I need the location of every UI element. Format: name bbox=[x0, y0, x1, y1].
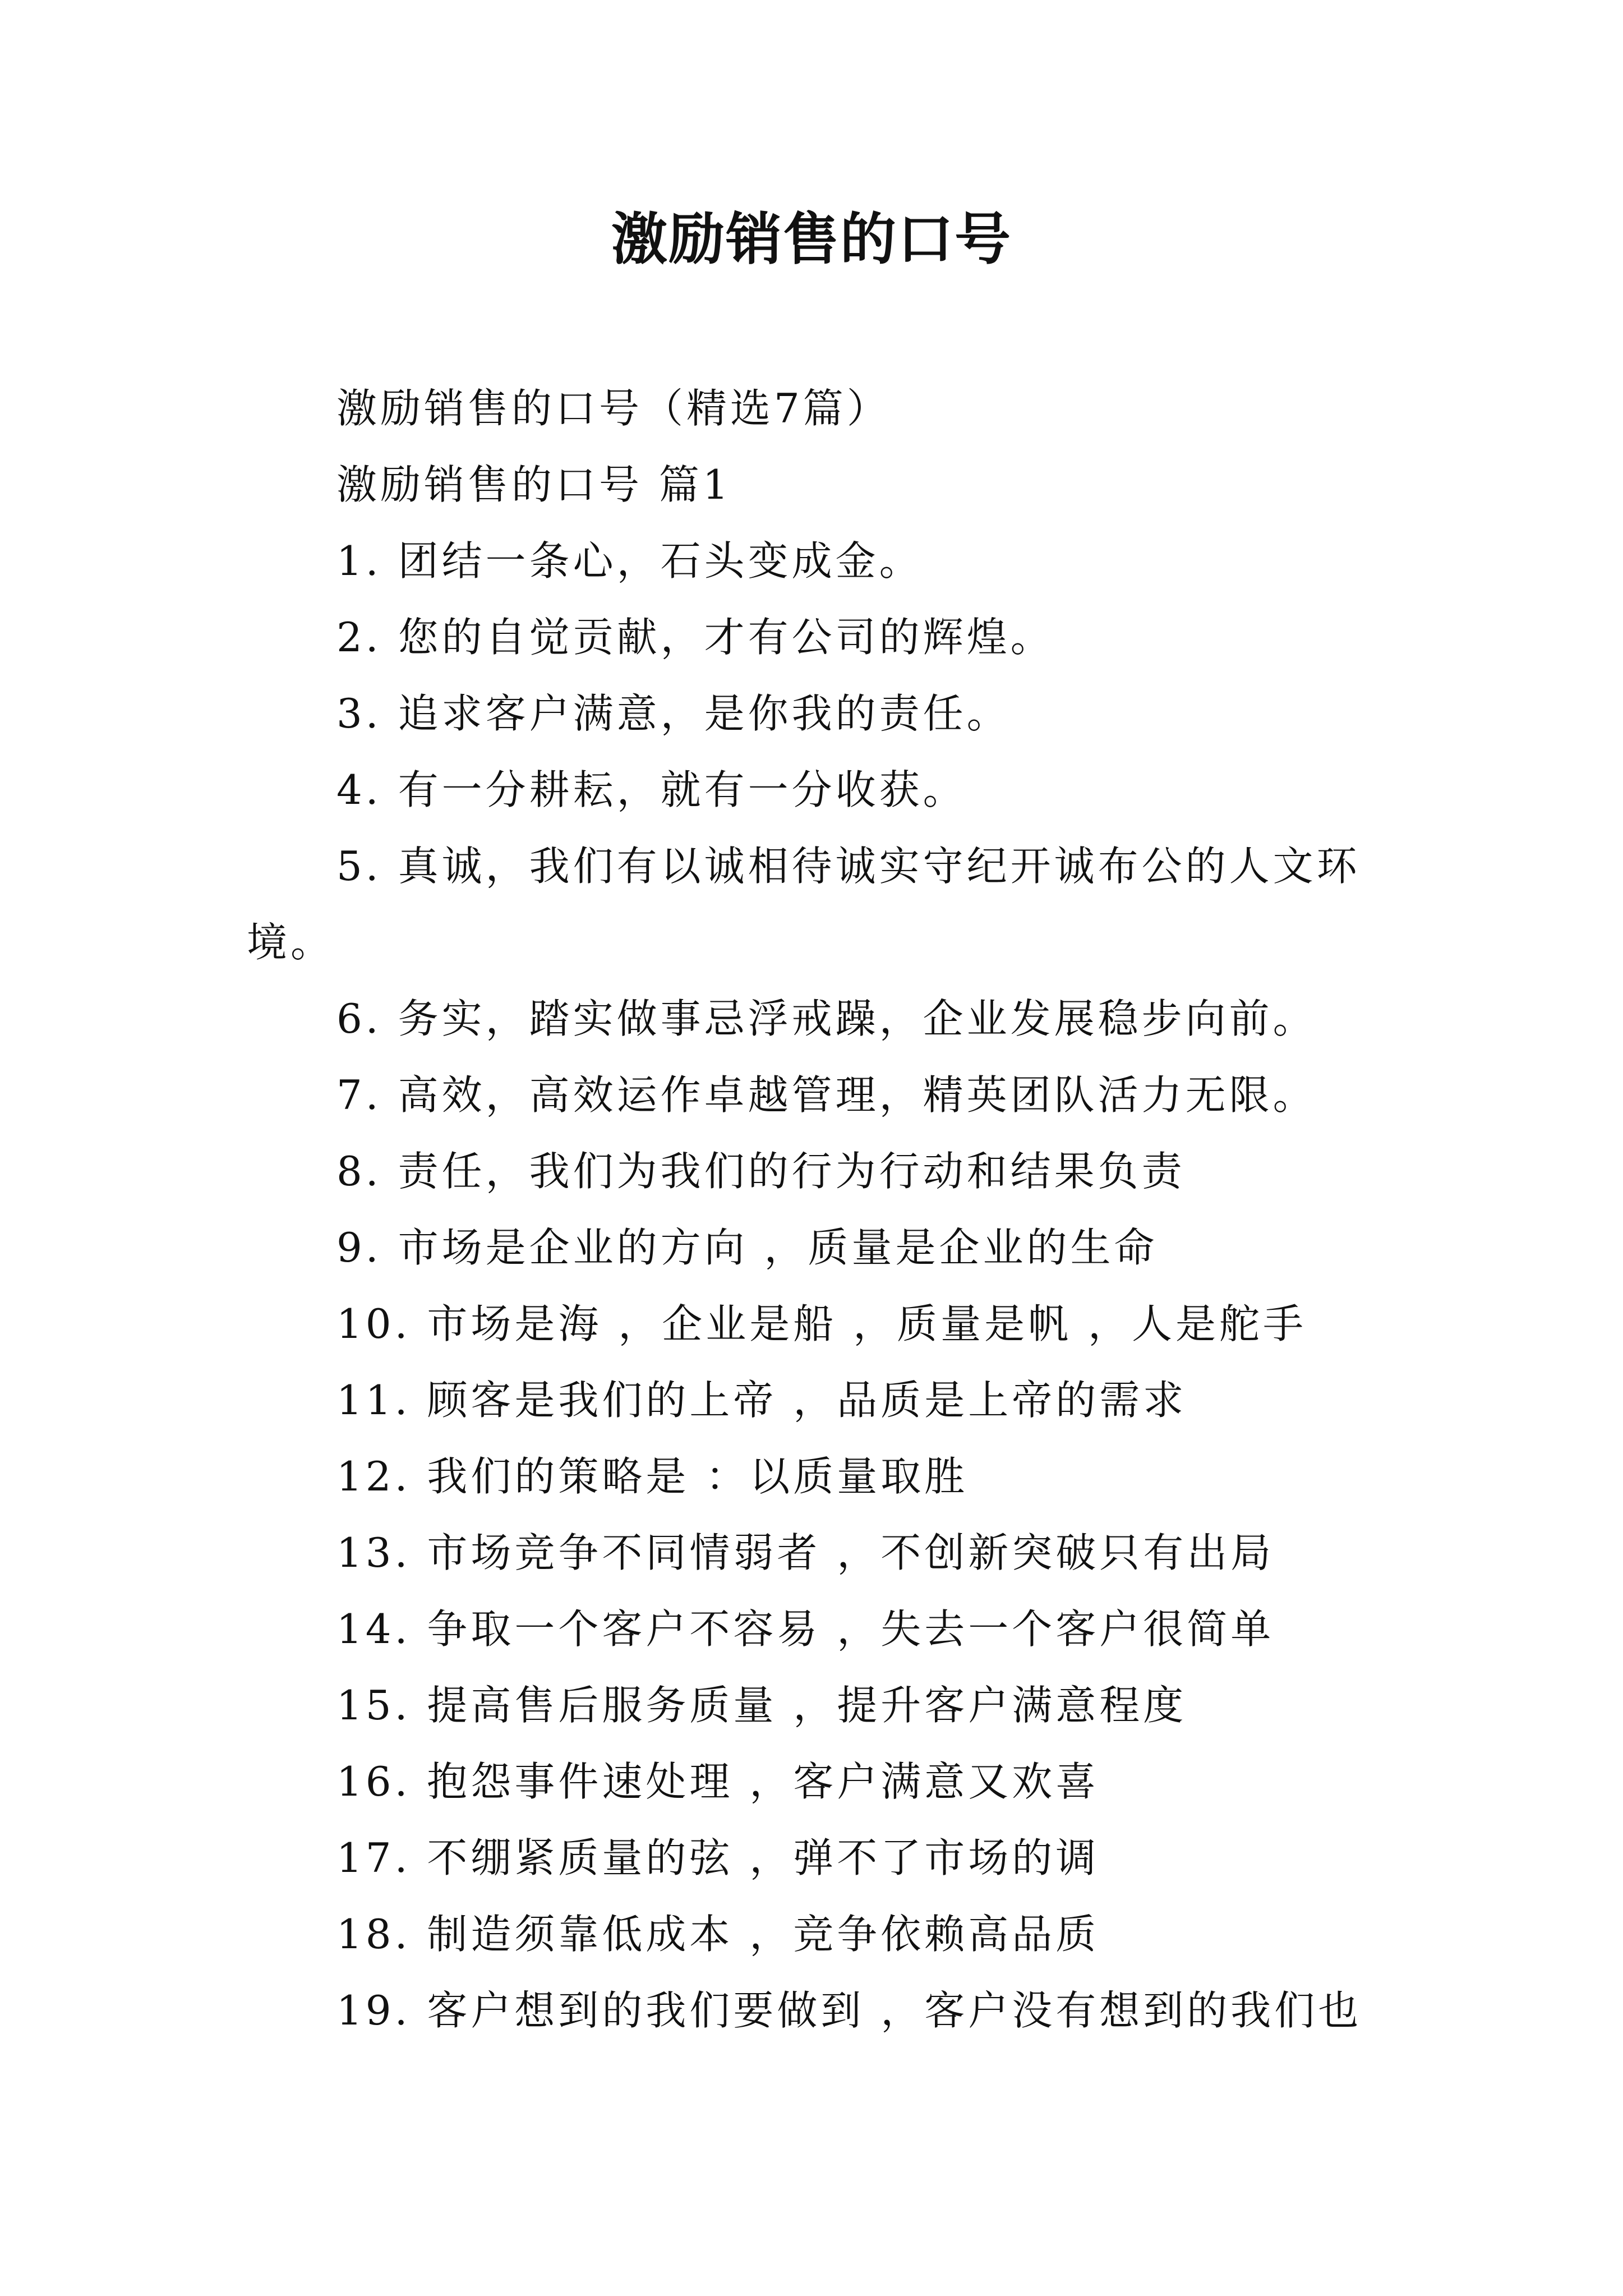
subtitle: 激励销售的口号（精选7篇） bbox=[336, 385, 891, 432]
list-item: 10. 市场是海 ，企业是船 ，质量是帆 ，人是舵手 bbox=[336, 1300, 1307, 1347]
document-body bbox=[247, 370, 1380, 2049]
list-item: 1. 团结一条心，石头变成金。 bbox=[336, 537, 923, 585]
list-item: 13. 市场竞争不同情弱者 ，不创新突破只有出局 bbox=[336, 1529, 1275, 1576]
list-item: 16. 抱怨事件速处理 ，客户满意又欢喜 bbox=[336, 1758, 1100, 1805]
list-item: 17. 不绷紧质量的弦 ，弹不了市场的调 bbox=[336, 1834, 1100, 1881]
list-item: 15. 提高售后服务质量 ，提升客户满意程度 bbox=[336, 1682, 1187, 1729]
list-item: 5. 真诚，我们有以诚相待诚实守纪开诚布公的人文环 bbox=[336, 843, 1361, 890]
list-item: 4. 有一分耕耘，就有一分收获。 bbox=[336, 766, 967, 813]
list-item: 9. 市场是企业的方向 ，质量是企业的生命 bbox=[336, 1224, 1158, 1271]
list-item: 8. 责任，我们为我们的行为行动和结果负责 bbox=[336, 1148, 1186, 1195]
list-item: 2. 您的自觉贡献，才有公司的辉煌。 bbox=[336, 614, 1054, 661]
list-item: 19. 客户想到的我们要做到 ，客户没有想到的我们也 bbox=[336, 1987, 1362, 2034]
list-item: 3. 追求客户满意，是你我的责任。 bbox=[336, 690, 1011, 737]
section-heading: 激励销售的口号 篇1 bbox=[336, 461, 732, 508]
list-item: 7. 高效，高效运作卓越管理，精英团队活力无限。 bbox=[336, 1071, 1317, 1119]
list-item-continuation: 境。 bbox=[247, 919, 335, 966]
page-title: 激励销售的口号 bbox=[611, 206, 1012, 272]
list-item: 12. 我们的策略是 ：以质量取胜 bbox=[336, 1453, 969, 1500]
list-item: 18. 制造须靠低成本 ，竞争依赖高品质 bbox=[336, 1911, 1100, 1958]
list-item: 11. 顾客是我们的上帝 ，品质是上帝的需求 bbox=[336, 1377, 1187, 1424]
list-item: 14. 争取一个客户不容易 ，失去一个客户很简单 bbox=[336, 1605, 1275, 1653]
list-item: 6. 务实，踏实做事忌浮戒躁，企业发展稳步向前。 bbox=[336, 995, 1317, 1042]
